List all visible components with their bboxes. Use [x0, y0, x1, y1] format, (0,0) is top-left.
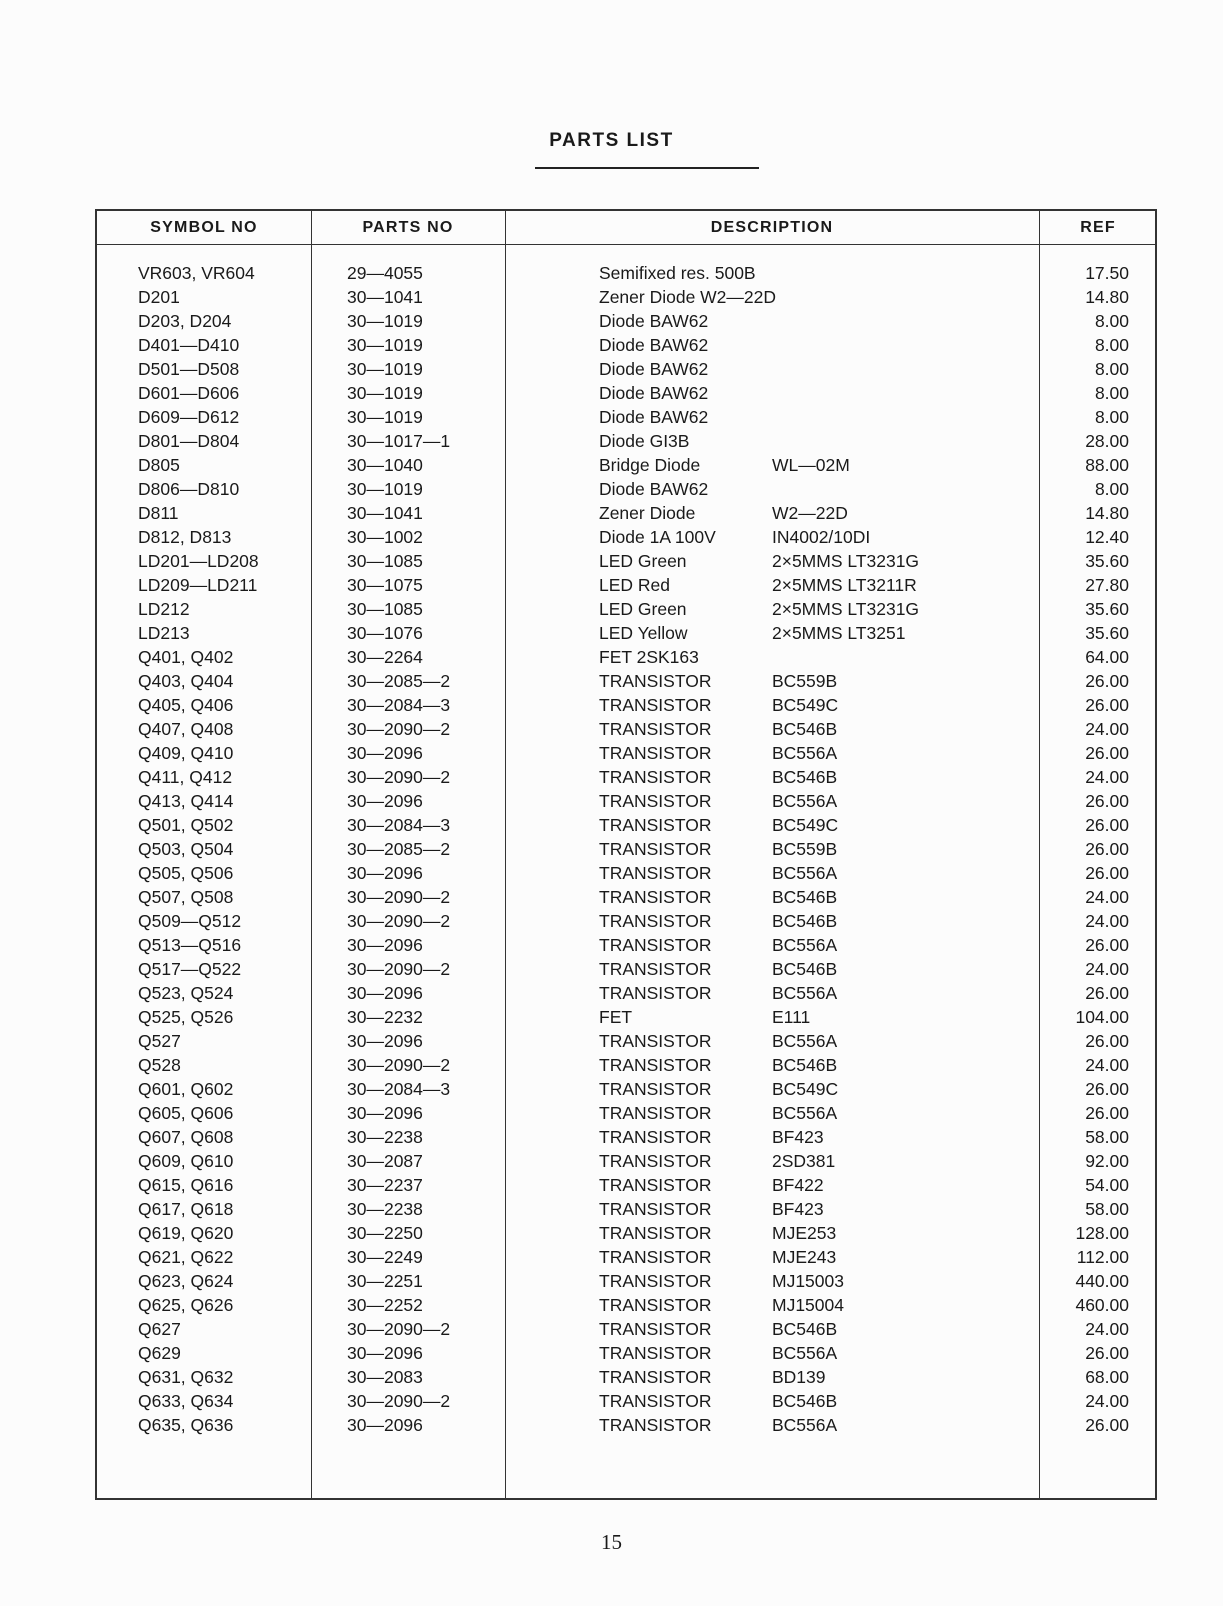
- model-cell: BC556A: [772, 743, 838, 763]
- description-cell: Zener Diode: [599, 503, 696, 523]
- ref-cell: 8.00: [1094, 311, 1129, 331]
- symbol-cell: D805: [138, 455, 180, 475]
- model-cell: 2×5MMS LT3211R: [772, 575, 917, 595]
- model-cell: BC549C: [772, 1079, 839, 1099]
- model-cell: BC556A: [772, 1415, 838, 1435]
- symbol-cell: Q517—Q522: [138, 959, 242, 979]
- description-cell: TRANSISTOR: [599, 935, 712, 955]
- symbol-cell: Q627: [138, 1319, 181, 1339]
- model-cell: 2×5MMS LT3251: [772, 623, 906, 643]
- ref-cell: 35.60: [1085, 623, 1129, 643]
- ref-cell: 92.00: [1085, 1151, 1129, 1171]
- model-cell: BC556A: [772, 1103, 838, 1123]
- parts-no-cell: 30—1019: [347, 335, 423, 355]
- ref-cell: 27.80: [1085, 575, 1129, 595]
- ref-cell: 58.00: [1085, 1199, 1129, 1219]
- model-cell: BF422: [772, 1175, 824, 1195]
- model-cell: BC546B: [772, 1319, 838, 1339]
- table-row: [97, 1149, 1157, 1173]
- symbol-cell: Q633, Q634: [138, 1391, 234, 1411]
- model-cell: BC556A: [772, 863, 838, 883]
- parts-no-cell: 30—1019: [347, 359, 423, 379]
- description-cell: TRANSISTOR: [599, 959, 712, 979]
- model-cell: BC546B: [772, 719, 838, 739]
- model-cell: IN4002/10DI: [772, 527, 871, 547]
- ref-cell: 58.00: [1085, 1127, 1129, 1147]
- parts-no-cell: 30—2090—2: [347, 1319, 451, 1339]
- parts-no-cell: 30—1075: [347, 575, 423, 595]
- description-cell: TRANSISTOR: [599, 767, 712, 787]
- model-cell: BF423: [772, 1127, 824, 1147]
- symbol-cell: Q413, Q414: [138, 791, 234, 811]
- symbol-cell: Q635, Q636: [138, 1415, 234, 1435]
- parts-no-cell: 30—1017—1: [347, 431, 451, 451]
- description-cell: TRANSISTOR: [599, 791, 712, 811]
- ref-cell: 24.00: [1085, 1319, 1129, 1339]
- description-cell: Diode BAW62: [599, 359, 709, 379]
- model-cell: 2SD381: [772, 1151, 836, 1171]
- title-underline: [535, 167, 759, 169]
- table-row: [97, 669, 1157, 693]
- header-ref: REF: [1080, 219, 1116, 236]
- parts-no-cell: 30—2238: [347, 1127, 423, 1147]
- ref-cell: 26.00: [1085, 863, 1129, 883]
- model-cell: BC556A: [772, 983, 838, 1003]
- table-row: [97, 357, 1157, 381]
- symbol-cell: Q527: [138, 1031, 181, 1051]
- ref-cell: 17.50: [1085, 263, 1129, 283]
- table-row: [97, 1053, 1157, 1077]
- table-row: [97, 789, 1157, 813]
- table-row: [97, 549, 1157, 573]
- table-row: [97, 309, 1157, 333]
- symbol-cell: Q501, Q502: [138, 815, 234, 835]
- description-cell: TRANSISTOR: [599, 1295, 712, 1315]
- symbol-cell: D812, D813: [138, 527, 232, 547]
- parts-no-cell: 30—2237: [347, 1175, 423, 1195]
- description-cell: Diode BAW62: [599, 383, 709, 403]
- ref-cell: 24.00: [1085, 1055, 1129, 1075]
- ref-cell: 8.00: [1094, 335, 1129, 355]
- description-cell: TRANSISTOR: [599, 863, 712, 883]
- symbol-cell: D811: [138, 503, 179, 523]
- ref-cell: 26.00: [1085, 983, 1129, 1003]
- table-row: [97, 1077, 1157, 1101]
- description-cell: FET: [599, 1007, 633, 1027]
- parts-no-cell: 30—2096: [347, 743, 423, 763]
- ref-cell: 26.00: [1085, 935, 1129, 955]
- model-cell: MJ15003: [772, 1271, 844, 1291]
- description-cell: LED Red: [599, 575, 671, 595]
- symbol-cell: LD209—LD211: [138, 575, 258, 595]
- symbol-cell: Q629: [138, 1343, 181, 1363]
- ref-cell: 35.60: [1085, 599, 1129, 619]
- symbol-cell: Q617, Q618: [138, 1199, 234, 1219]
- parts-no-cell: 30—2090—2: [347, 767, 451, 787]
- table-row: [97, 333, 1157, 357]
- symbol-cell: D609—D612: [138, 407, 240, 427]
- parts-no-cell: 30—2090—2: [347, 911, 451, 931]
- description-cell: TRANSISTOR: [599, 1079, 712, 1099]
- description-cell: TRANSISTOR: [599, 695, 712, 715]
- model-cell: BC556A: [772, 791, 838, 811]
- table-row: [97, 453, 1157, 477]
- parts-no-cell: 30—1040: [347, 455, 423, 475]
- ref-cell: 12.40: [1085, 527, 1129, 547]
- ref-cell: 54.00: [1085, 1175, 1129, 1195]
- model-cell: E111: [772, 1007, 811, 1027]
- ref-cell: 26.00: [1085, 1031, 1129, 1051]
- ref-cell: 112.00: [1076, 1247, 1129, 1267]
- symbol-cell: Q411, Q412: [138, 767, 233, 787]
- parts-no-cell: 29—4055: [347, 263, 423, 283]
- table-row: [97, 573, 1157, 597]
- description-cell: Diode BAW62: [599, 407, 709, 427]
- symbol-cell: Q523, Q524: [138, 983, 234, 1003]
- model-cell: BC546B: [772, 1055, 838, 1075]
- parts-no-cell: 30—2090—2: [347, 887, 451, 907]
- symbol-cell: Q409, Q410: [138, 743, 234, 763]
- model-cell: BC559B: [772, 671, 838, 691]
- table-row: [97, 1269, 1157, 1293]
- ref-cell: 26.00: [1085, 1079, 1129, 1099]
- table-row: [97, 405, 1157, 429]
- symbol-cell: D801—D804: [138, 431, 240, 451]
- description-cell: TRANSISTOR: [599, 1031, 712, 1051]
- symbol-cell: Q607, Q608: [138, 1127, 234, 1147]
- symbol-cell: Q528: [138, 1055, 181, 1075]
- description-cell: LED Yellow: [599, 623, 688, 643]
- model-cell: BF423: [772, 1199, 824, 1219]
- header-description: DESCRIPTION: [710, 219, 834, 236]
- table-row: [97, 1245, 1157, 1269]
- description-cell: Semifixed res. 500B: [599, 263, 756, 283]
- description-cell: Diode BAW62: [599, 479, 709, 499]
- parts-no-cell: 30—2252: [347, 1295, 423, 1315]
- ref-cell: 68.00: [1085, 1367, 1129, 1387]
- table-row: [97, 1317, 1157, 1341]
- table-row: [97, 837, 1157, 861]
- ref-cell: 24.00: [1085, 887, 1129, 907]
- parts-no-cell: 30—1002: [347, 527, 423, 547]
- symbol-cell: D501—D508: [138, 359, 240, 379]
- description-cell: TRANSISTOR: [599, 983, 712, 1003]
- header-parts-no: PARTS NO: [362, 219, 454, 236]
- symbol-cell: Q619, Q620: [138, 1223, 234, 1243]
- ref-cell: 26.00: [1085, 791, 1129, 811]
- ref-cell: 26.00: [1085, 815, 1129, 835]
- description-cell: TRANSISTOR: [599, 1175, 712, 1195]
- symbol-cell: Q623, Q624: [138, 1271, 234, 1291]
- description-cell: LED Green: [599, 599, 687, 619]
- ref-cell: 28.00: [1085, 431, 1129, 451]
- table-row: [97, 741, 1157, 765]
- symbol-cell: Q407, Q408: [138, 719, 234, 739]
- symbol-cell: Q507, Q508: [138, 887, 234, 907]
- ref-cell: 24.00: [1085, 1391, 1129, 1411]
- model-cell: BC556A: [772, 1031, 838, 1051]
- parts-no-cell: 30—2096: [347, 863, 423, 883]
- ref-cell: 26.00: [1085, 743, 1129, 763]
- parts-no-cell: 30—1019: [347, 407, 423, 427]
- table-row: [97, 1389, 1157, 1413]
- parts-no-cell: 30—2090—2: [347, 1391, 451, 1411]
- parts-no-cell: 30—2085—2: [347, 671, 451, 691]
- header-symbol-no: SYMBOL NO: [150, 219, 258, 236]
- parts-no-cell: 30—2083: [347, 1367, 423, 1387]
- symbol-cell: D401—D410: [138, 335, 240, 355]
- description-cell: TRANSISTOR: [599, 1103, 712, 1123]
- model-cell: BC549C: [772, 815, 839, 835]
- model-cell: BD139: [772, 1367, 826, 1387]
- model-cell: MJE253: [772, 1223, 837, 1243]
- model-cell: BC549C: [772, 695, 839, 715]
- ref-cell: 64.00: [1085, 647, 1129, 667]
- symbol-cell: D201: [138, 287, 180, 307]
- description-cell: TRANSISTOR: [599, 1247, 712, 1267]
- model-cell: MJ15004: [772, 1295, 844, 1315]
- table-row: [97, 1125, 1157, 1149]
- model-cell: BC559B: [772, 839, 838, 859]
- ref-cell: 26.00: [1085, 839, 1129, 859]
- description-cell: FET 2SK163: [599, 647, 699, 667]
- model-cell: BC546B: [772, 1391, 838, 1411]
- table-row: [97, 1173, 1157, 1197]
- symbol-cell: Q601, Q602: [138, 1079, 234, 1099]
- table-row: [97, 285, 1157, 309]
- table-row: [97, 645, 1157, 669]
- table-row: [97, 1221, 1157, 1245]
- ref-cell: 128.00: [1075, 1223, 1129, 1243]
- ref-cell: 14.80: [1085, 287, 1129, 307]
- symbol-cell: D601—D606: [138, 383, 240, 403]
- description-cell: TRANSISTOR: [599, 1391, 712, 1411]
- description-cell: TRANSISTOR: [599, 815, 712, 835]
- table-row: [97, 1029, 1157, 1053]
- ref-cell: 8.00: [1094, 359, 1129, 379]
- symbol-cell: Q631, Q632: [138, 1367, 234, 1387]
- symbol-cell: Q625, Q626: [138, 1295, 234, 1315]
- parts-no-cell: 30—1076: [347, 623, 423, 643]
- symbol-cell: Q503, Q504: [138, 839, 234, 859]
- description-cell: TRANSISTOR: [599, 1151, 712, 1171]
- description-cell: TRANSISTOR: [599, 1223, 712, 1243]
- parts-no-cell: 30—2232: [347, 1007, 423, 1027]
- parts-no-cell: 30—2238: [347, 1199, 423, 1219]
- parts-no-cell: 30—2085—2: [347, 839, 451, 859]
- symbol-cell: Q621, Q622: [138, 1247, 234, 1267]
- parts-no-cell: 30—2090—2: [347, 1055, 451, 1075]
- table-row: [97, 909, 1157, 933]
- ref-cell: 35.60: [1085, 551, 1129, 571]
- model-cell: BC556A: [772, 1343, 838, 1363]
- parts-no-cell: 30—1085: [347, 599, 423, 619]
- ref-cell: 8.00: [1094, 407, 1129, 427]
- parts-no-cell: 30—2087: [347, 1151, 423, 1171]
- model-cell: WL—02M: [772, 455, 850, 475]
- table-row: [97, 861, 1157, 885]
- table-row: [97, 261, 1157, 285]
- ref-cell: 26.00: [1085, 1343, 1129, 1363]
- table-row: [97, 621, 1157, 645]
- parts-no-cell: 30—2084—3: [347, 815, 451, 835]
- parts-no-cell: 30—2084—3: [347, 695, 451, 715]
- symbol-cell: D203, D204: [138, 311, 232, 331]
- table-row: [97, 1365, 1157, 1389]
- ref-cell: 24.00: [1085, 959, 1129, 979]
- parts-no-cell: 30—2096: [347, 1103, 423, 1123]
- model-cell: 2×5MMS LT3231G: [772, 599, 920, 619]
- table-body: [97, 261, 1157, 1437]
- parts-no-cell: 30—2251: [347, 1271, 423, 1291]
- model-cell: BC546B: [772, 767, 838, 787]
- ref-cell: 26.00: [1085, 1103, 1129, 1123]
- table-row: [97, 381, 1157, 405]
- parts-no-cell: 30—2249: [347, 1247, 423, 1267]
- table-row: [97, 717, 1157, 741]
- symbol-cell: Q405, Q406: [138, 695, 234, 715]
- table-row: [97, 429, 1157, 453]
- description-cell: TRANSISTOR: [599, 839, 712, 859]
- table-row: [97, 1101, 1157, 1125]
- table-row: [97, 1197, 1157, 1221]
- table-row: [97, 597, 1157, 621]
- parts-no-cell: 30—1041: [347, 503, 423, 523]
- symbol-cell: Q605, Q606: [138, 1103, 234, 1123]
- ref-cell: 26.00: [1085, 695, 1129, 715]
- table-row: [97, 693, 1157, 717]
- table-row: [97, 477, 1157, 501]
- table-row: [97, 1413, 1157, 1437]
- model-cell: BC546B: [772, 887, 838, 907]
- model-cell: MJE243: [772, 1247, 837, 1267]
- symbol-cell: Q403, Q404: [138, 671, 234, 691]
- symbol-cell: LD213: [138, 623, 190, 643]
- page-number: 15: [601, 1530, 622, 1554]
- description-cell: TRANSISTOR: [599, 1271, 712, 1291]
- description-cell: Diode BAW62: [599, 311, 709, 331]
- symbol-cell: Q615, Q616: [138, 1175, 234, 1195]
- symbol-cell: Q525, Q526: [138, 1007, 234, 1027]
- ref-cell: 24.00: [1085, 911, 1129, 931]
- description-cell: Zener Diode W2—22D: [599, 287, 777, 307]
- description-cell: TRANSISTOR: [599, 1343, 712, 1363]
- description-cell: Bridge Diode: [599, 455, 701, 475]
- page-title: PARTS LIST: [549, 130, 674, 151]
- description-cell: Diode 1A 100V: [599, 527, 716, 547]
- description-cell: TRANSISTOR: [599, 1319, 712, 1339]
- parts-no-cell: 30—2090—2: [347, 959, 451, 979]
- parts-no-cell: 30—2096: [347, 1343, 423, 1363]
- parts-no-cell: 30—2250: [347, 1223, 423, 1243]
- ref-cell: 8.00: [1094, 479, 1129, 499]
- ref-cell: 440.00: [1075, 1271, 1129, 1291]
- ref-cell: 460.00: [1075, 1295, 1129, 1315]
- table-row: [97, 981, 1157, 1005]
- symbol-cell: Q505, Q506: [138, 863, 234, 883]
- ref-cell: 26.00: [1085, 671, 1129, 691]
- description-cell: TRANSISTOR: [599, 719, 712, 739]
- parts-no-cell: 30—1085: [347, 551, 423, 571]
- description-cell: TRANSISTOR: [599, 1127, 712, 1147]
- symbol-cell: VR603, VR604: [138, 263, 255, 283]
- description-cell: TRANSISTOR: [599, 671, 712, 691]
- parts-no-cell: 30—1019: [347, 311, 423, 331]
- ref-cell: 26.00: [1085, 1415, 1129, 1435]
- parts-no-cell: 30—2096: [347, 1415, 423, 1435]
- table-row: [97, 885, 1157, 909]
- symbol-cell: D806—D810: [138, 479, 240, 499]
- symbol-cell: LD212: [138, 599, 190, 619]
- table-row: [97, 1341, 1157, 1365]
- parts-no-cell: 30—2096: [347, 983, 423, 1003]
- description-cell: LED Green: [599, 551, 687, 571]
- model-cell: BC546B: [772, 911, 838, 931]
- table-row: [97, 525, 1157, 549]
- table-row: [97, 765, 1157, 789]
- description-cell: TRANSISTOR: [599, 911, 712, 931]
- ref-cell: 24.00: [1085, 719, 1129, 739]
- symbol-cell: Q509—Q512: [138, 911, 242, 931]
- ref-cell: 8.00: [1094, 383, 1129, 403]
- model-cell: W2—22D: [772, 503, 848, 523]
- ref-cell: 88.00: [1085, 455, 1129, 475]
- table-row: [97, 813, 1157, 837]
- description-cell: TRANSISTOR: [599, 1199, 712, 1219]
- parts-no-cell: 30—1019: [347, 383, 423, 403]
- description-cell: Diode GI3B: [599, 431, 690, 451]
- ref-cell: 104.00: [1075, 1007, 1129, 1027]
- table-row: [97, 501, 1157, 525]
- header-divider: [97, 244, 1155, 245]
- ref-cell: 14.80: [1085, 503, 1129, 523]
- symbol-cell: LD201—LD208: [138, 551, 259, 571]
- symbol-cell: Q609, Q610: [138, 1151, 234, 1171]
- table-row: [97, 933, 1157, 957]
- symbol-cell: Q513—Q516: [138, 935, 242, 955]
- model-cell: 2×5MMS LT3231G: [772, 551, 920, 571]
- description-cell: TRANSISTOR: [599, 1367, 712, 1387]
- description-cell: TRANSISTOR: [599, 1415, 712, 1435]
- parts-no-cell: 30—2096: [347, 791, 423, 811]
- description-cell: TRANSISTOR: [599, 887, 712, 907]
- parts-no-cell: 30—2096: [347, 1031, 423, 1051]
- parts-no-cell: 30—2084—3: [347, 1079, 451, 1099]
- parts-no-cell: 30—2096: [347, 935, 423, 955]
- parts-no-cell: 30—2264: [347, 647, 423, 667]
- parts-no-cell: 30—1041: [347, 287, 423, 307]
- parts-no-cell: 30—2090—2: [347, 719, 451, 739]
- model-cell: BC556A: [772, 935, 838, 955]
- model-cell: BC546B: [772, 959, 838, 979]
- ref-cell: 24.00: [1085, 767, 1129, 787]
- parts-table: [95, 209, 1157, 1500]
- table-row: [97, 1005, 1157, 1029]
- description-cell: Diode BAW62: [599, 335, 709, 355]
- description-cell: TRANSISTOR: [599, 1055, 712, 1075]
- symbol-cell: Q401, Q402: [138, 647, 234, 667]
- table-row: [97, 1293, 1157, 1317]
- table-row: [97, 957, 1157, 981]
- description-cell: TRANSISTOR: [599, 743, 712, 763]
- parts-no-cell: 30—1019: [347, 479, 423, 499]
